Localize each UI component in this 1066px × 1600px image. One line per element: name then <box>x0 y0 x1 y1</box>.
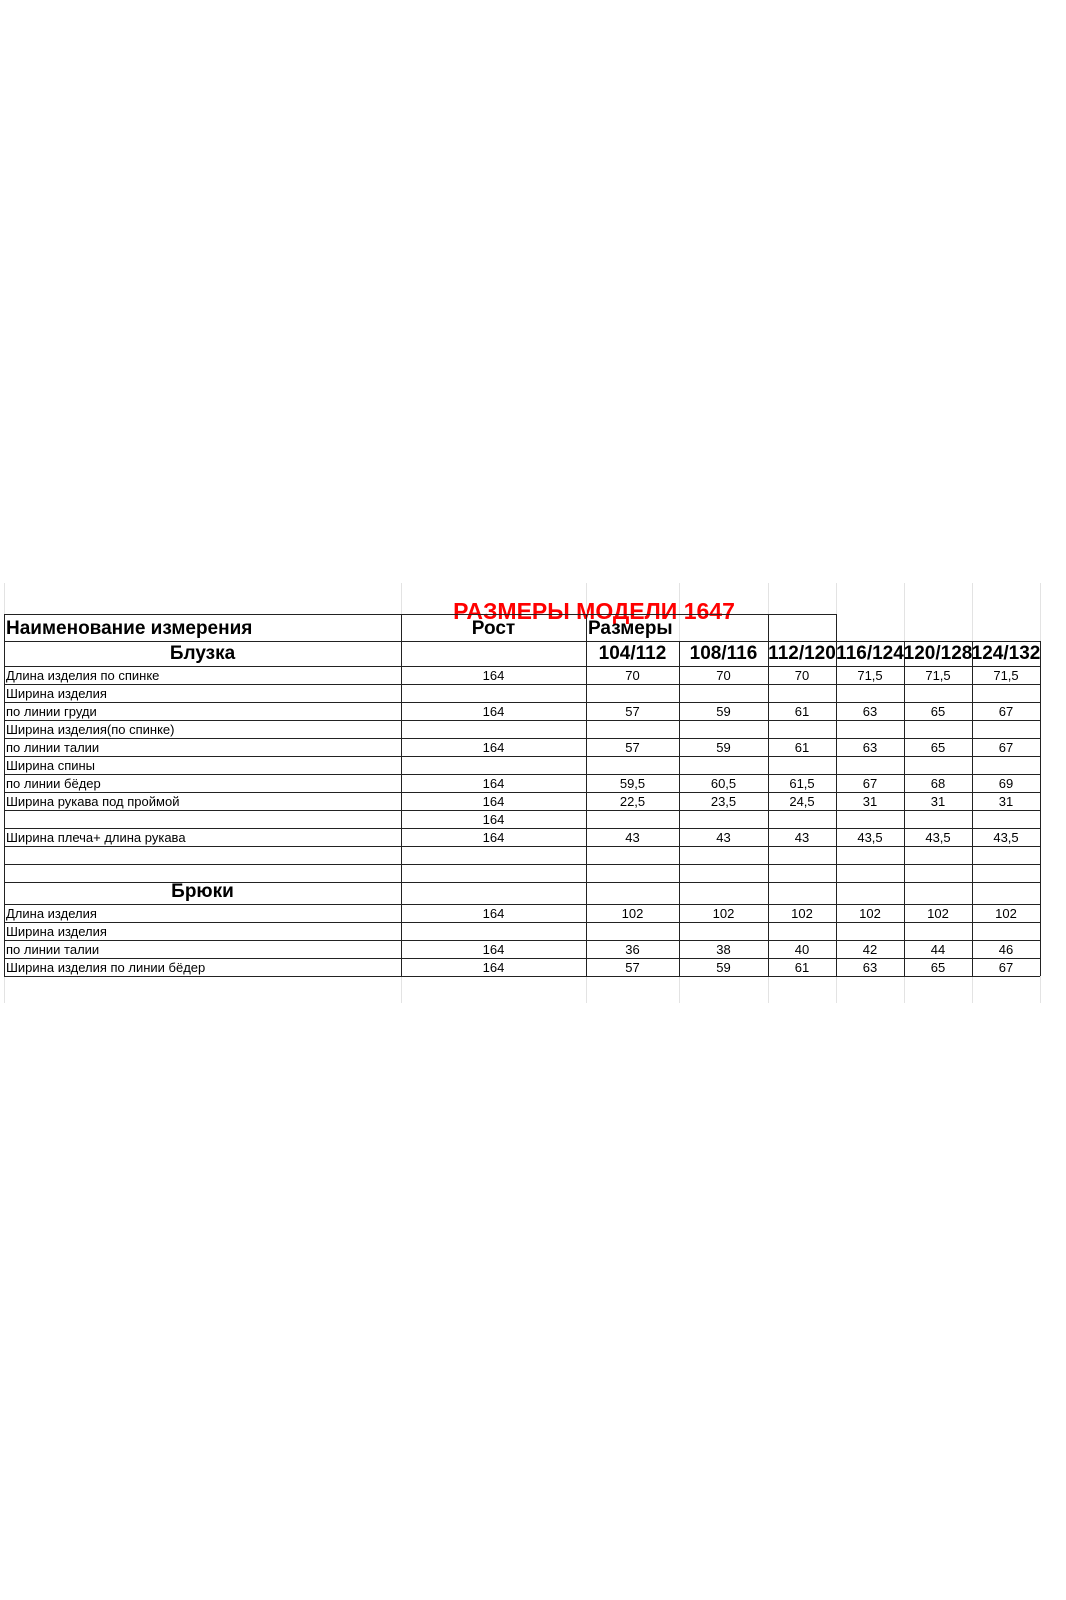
size-value: 102 <box>621 906 644 921</box>
size-value <box>679 922 768 940</box>
height-value: 164 <box>482 776 505 791</box>
size-value: 63 <box>862 740 878 755</box>
size-value <box>904 720 972 738</box>
size-header: 120/128 <box>904 643 972 664</box>
size-value <box>904 810 972 828</box>
size-value <box>679 846 768 864</box>
size-value <box>586 720 679 738</box>
height-value <box>401 756 586 774</box>
size-value: 40 <box>794 942 810 957</box>
measure-name: Ширина плеча+ длина рукава <box>6 830 186 845</box>
height-value: 164 <box>482 960 505 975</box>
height-value <box>401 684 586 702</box>
size-value: 36 <box>625 942 640 957</box>
size-value: 59 <box>716 740 731 755</box>
column-header-height: Рост <box>471 618 516 639</box>
size-value <box>836 810 904 828</box>
size-value: 43 <box>794 830 810 845</box>
measure-name: по линии бёдер <box>6 776 101 791</box>
measure-name: Ширина изделия по линии бёдер <box>6 960 206 975</box>
section-title-trousers: Брюки <box>171 882 234 902</box>
measure-name: по линии груди <box>6 704 97 719</box>
size-value <box>972 864 1040 882</box>
table-border <box>1040 641 1041 976</box>
size-value: 38 <box>716 942 731 957</box>
size-value <box>768 864 836 882</box>
size-value: 31 <box>862 794 878 809</box>
size-value: 59 <box>716 960 731 975</box>
size-value: 63 <box>862 704 878 719</box>
size-value: 57 <box>625 960 640 975</box>
height-value <box>401 864 586 882</box>
size-value <box>836 922 904 940</box>
measure-name <box>4 846 401 864</box>
size-value: 65 <box>930 740 946 755</box>
size-value: 71,5 <box>925 668 951 683</box>
size-value <box>904 922 972 940</box>
height-value: 164 <box>482 906 505 921</box>
table-border <box>4 976 1040 977</box>
height-value: 164 <box>482 812 505 827</box>
size-value: 102 <box>859 906 881 921</box>
size-value <box>836 756 904 774</box>
height-value <box>401 846 586 864</box>
measure-name: Ширина изделия <box>6 924 107 939</box>
size-value: 70 <box>625 668 640 683</box>
size-value <box>679 756 768 774</box>
size-value: 59 <box>716 704 731 719</box>
measure-name: по линии талии <box>6 942 100 957</box>
size-value <box>768 756 836 774</box>
height-value <box>401 720 586 738</box>
size-value: 43,5 <box>993 830 1019 845</box>
size-value: 43 <box>716 830 731 845</box>
size-value: 71,5 <box>993 668 1019 683</box>
size-value <box>586 846 679 864</box>
size-header: 116/124 <box>836 643 904 664</box>
size-value <box>768 810 836 828</box>
column-header-name: Наименование измерения <box>6 618 253 639</box>
size-value: 102 <box>791 906 813 921</box>
measure-name: Ширина изделия(по спинке) <box>6 722 175 737</box>
size-value: 24,5 <box>789 794 815 809</box>
size-value: 70 <box>794 668 810 683</box>
size-value: 67 <box>862 776 878 791</box>
size-value: 65 <box>930 704 946 719</box>
size-value <box>972 846 1040 864</box>
size-value <box>904 864 972 882</box>
measure-name: Ширина рукава под проймой <box>6 794 180 809</box>
size-value: 61 <box>794 740 810 755</box>
size-value: 59,5 <box>619 776 646 791</box>
size-value <box>768 720 836 738</box>
size-value <box>768 684 836 702</box>
size-value: 43,5 <box>857 830 883 845</box>
size-value: 46 <box>998 942 1014 957</box>
size-value <box>904 684 972 702</box>
size-value <box>972 720 1040 738</box>
size-value: 102 <box>712 906 735 921</box>
size-value <box>679 684 768 702</box>
measure-name: по линии талии <box>6 740 100 755</box>
size-header: 124/132 <box>972 643 1040 664</box>
measure-name: Ширина изделия <box>6 686 107 701</box>
size-value <box>836 864 904 882</box>
size-value: 57 <box>625 740 640 755</box>
size-value: 61 <box>794 960 810 975</box>
size-value <box>586 810 679 828</box>
size-value: 102 <box>927 906 949 921</box>
size-value: 43 <box>625 830 640 845</box>
size-value <box>586 922 679 940</box>
page-title: РАЗМЕРЫ МОДЕЛИ 1647 <box>453 598 735 624</box>
size-value: 69 <box>998 776 1014 791</box>
size-value: 67 <box>998 740 1014 755</box>
measure-name <box>4 864 401 882</box>
size-value: 43,5 <box>925 830 951 845</box>
size-header: 112/120 <box>768 643 836 664</box>
size-value: 65 <box>930 960 946 975</box>
size-value <box>972 684 1040 702</box>
size-value <box>768 846 836 864</box>
measure-name <box>4 810 401 828</box>
size-value <box>904 846 972 864</box>
size-value: 61,5 <box>789 776 815 791</box>
section-title-blouse: Блузка <box>169 643 236 664</box>
size-value: 71,5 <box>857 668 883 683</box>
size-value: 70 <box>716 668 731 683</box>
height-value: 164 <box>482 830 505 845</box>
size-value: 102 <box>995 906 1017 921</box>
size-value <box>836 720 904 738</box>
size-header: 104/112 <box>598 643 667 664</box>
size-value: 61 <box>794 704 810 719</box>
size-value <box>768 922 836 940</box>
measure-name: Ширина спины <box>6 758 96 773</box>
size-value <box>972 810 1040 828</box>
size-value: 42 <box>862 942 878 957</box>
height-value: 164 <box>482 740 505 755</box>
size-value <box>586 684 679 702</box>
measure-name: Длина изделия <box>6 906 97 921</box>
size-value: 67 <box>998 704 1014 719</box>
size-value <box>836 684 904 702</box>
height-value: 164 <box>482 794 505 809</box>
size-value: 23,5 <box>710 794 737 809</box>
size-value <box>836 846 904 864</box>
size-value <box>586 756 679 774</box>
size-value: 63 <box>862 960 878 975</box>
size-value <box>972 922 1040 940</box>
size-value: 67 <box>998 960 1014 975</box>
height-value: 164 <box>482 704 505 719</box>
size-value <box>904 756 972 774</box>
height-value: 164 <box>482 942 505 957</box>
measure-name: Длина изделия по спинке <box>6 668 160 683</box>
size-value: 22,5 <box>619 794 646 809</box>
size-value: 57 <box>625 704 640 719</box>
size-value <box>679 810 768 828</box>
size-value: 44 <box>930 942 946 957</box>
height-value: 164 <box>482 668 505 683</box>
size-value: 31 <box>930 794 946 809</box>
size-header: 108/116 <box>689 643 758 664</box>
size-value <box>972 756 1040 774</box>
height-value <box>401 922 586 940</box>
size-value <box>679 864 768 882</box>
size-value <box>586 864 679 882</box>
size-value: 31 <box>998 794 1014 809</box>
column-header-sizes: Размеры <box>588 618 673 639</box>
size-value: 60,5 <box>710 776 737 791</box>
size-value: 68 <box>930 776 946 791</box>
size-value <box>679 720 768 738</box>
